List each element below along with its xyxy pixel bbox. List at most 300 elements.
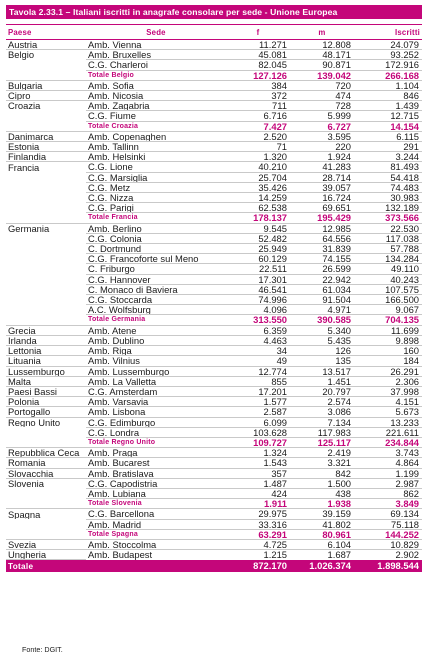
cell-sede: Amb. Berlino — [86, 223, 226, 233]
cell-sede: Totale Slovenia — [86, 499, 226, 509]
cell-f: 60.129 — [226, 254, 290, 264]
cell-f: 7.427 — [226, 121, 290, 131]
cell-m: 80.961 — [290, 529, 354, 539]
table-row — [6, 60, 422, 70]
cell-f: 9.545 — [226, 223, 290, 233]
cell-iscritti: 2.987 — [354, 478, 422, 488]
cell-f: 4.096 — [226, 305, 290, 315]
cell-f: 46.541 — [226, 284, 290, 294]
cell-f: 17.301 — [226, 274, 290, 284]
cell-f: 74.996 — [226, 295, 290, 305]
table-row — [6, 40, 422, 50]
table-row — [6, 458, 422, 468]
cell-paese: Austria — [6, 40, 86, 50]
header-f: f — [226, 25, 290, 40]
cell-paese — [6, 233, 86, 243]
cell-f: 6.716 — [226, 111, 290, 121]
table-row — [6, 80, 422, 90]
cell-m: 28.714 — [290, 172, 354, 182]
cell-sede: Amb. Budapest — [86, 550, 226, 560]
cell-paese — [6, 172, 86, 182]
table-row — [6, 274, 422, 284]
cell-f: 22.511 — [226, 264, 290, 274]
cell-iscritti: 704.135 — [354, 315, 422, 325]
cell-m: 41.283 — [290, 162, 354, 172]
cell-m: 74.155 — [290, 254, 354, 264]
cell-f: 1.487 — [226, 478, 290, 488]
table-row — [6, 417, 422, 427]
table-row — [6, 366, 422, 376]
cell-f: 14.259 — [226, 193, 290, 203]
cell-sede: Amb. Lisbona — [86, 407, 226, 417]
cell-iscritti: 11.699 — [354, 325, 422, 335]
cell-iscritti: 57.788 — [354, 244, 422, 254]
cell-iscritti: 4.151 — [354, 397, 422, 407]
cell-m: 13.517 — [290, 366, 354, 376]
cell-iscritti: 3.244 — [354, 152, 422, 162]
cell-iscritti: 3.849 — [354, 499, 422, 509]
table-row — [6, 407, 422, 417]
cell-paese — [6, 60, 86, 70]
cell-sede: Amb. Vilnius — [86, 356, 226, 366]
cell-m: 91.504 — [290, 295, 354, 305]
table-row — [6, 397, 422, 407]
table-row — [6, 131, 422, 141]
cell-iscritti: 160 — [354, 346, 422, 356]
cell-sede: Amb. Tallinn — [86, 142, 226, 152]
cell-paese: Paesi Bassi — [6, 386, 86, 396]
cell-m: 12.808 — [290, 40, 354, 50]
cell-paese: Irlanda — [6, 335, 86, 345]
cell-paese: Slovenia — [6, 478, 86, 488]
cell-sede: C.G. Charleroi — [86, 60, 226, 70]
cell-f: 71 — [226, 142, 290, 152]
table-row — [6, 172, 422, 182]
cell-sede: Amb. Praga — [86, 448, 226, 458]
cell-paese — [6, 315, 86, 325]
cell-m: 438 — [290, 488, 354, 498]
cell-f: 872.170 — [226, 560, 290, 572]
cell-f: 82.045 — [226, 60, 290, 70]
table-row — [6, 101, 422, 111]
cell-sede: Amb. Lussemburgo — [86, 366, 226, 376]
subtotal-row — [6, 437, 422, 447]
cell-paese — [6, 193, 86, 203]
cell-paese: Cipro — [6, 91, 86, 101]
cell-sede: C.G. Stoccarda — [86, 295, 226, 305]
cell-f: 1.911 — [226, 499, 290, 509]
cell-paese: Malta — [6, 376, 86, 386]
cell-f: 49 — [226, 356, 290, 366]
cell-m: 4.971 — [290, 305, 354, 315]
cell-m: 16.724 — [290, 193, 354, 203]
table-row — [6, 519, 422, 529]
cell-iscritti: 12.715 — [354, 111, 422, 121]
cell-sede: C.G. Parigi — [86, 203, 226, 213]
cell-f: 313.550 — [226, 315, 290, 325]
grand-total-row — [6, 560, 422, 572]
cell-sede: Totale Regno Unito — [86, 437, 226, 447]
table-row — [6, 488, 422, 498]
cell-sede: Amb. Nicosia — [86, 91, 226, 101]
cell-sede: C.G. Capodistria — [86, 478, 226, 488]
cell-paese — [6, 284, 86, 294]
cell-iscritti: 81.493 — [354, 162, 422, 172]
cell-paese — [6, 121, 86, 131]
cell-sede: C.G. Barcellona — [86, 509, 226, 519]
cell-paese: Finlandia — [6, 152, 86, 162]
header-m: m — [290, 25, 354, 40]
cell-paese — [6, 264, 86, 274]
header-iscritti: Iscritti — [354, 25, 422, 40]
cell-paese — [6, 529, 86, 539]
header-row — [6, 25, 422, 40]
cell-iscritti: 107.575 — [354, 284, 422, 294]
cell-sede: Totale Croazia — [86, 121, 226, 131]
cell-iscritti: 184 — [354, 356, 422, 366]
cell-sede: Amb. La Valletta — [86, 376, 226, 386]
cell-iscritti: 862 — [354, 488, 422, 498]
cell-sede: Amb. Dublino — [86, 335, 226, 345]
cell-paese: Svezia — [6, 539, 86, 549]
table-row — [6, 386, 422, 396]
header-sede: Sede — [86, 25, 226, 40]
cell-paese: Romania — [6, 458, 86, 468]
cell-m: 2.419 — [290, 448, 354, 458]
cell-iscritti: 4.864 — [354, 458, 422, 468]
cell-iscritti: 117.038 — [354, 233, 422, 243]
table-row — [6, 254, 422, 264]
subtotal-row — [6, 70, 422, 80]
cell-sede: C.G. Marsiglia — [86, 172, 226, 182]
table-row — [6, 233, 422, 243]
cell-sede: Amb. Helsinki — [86, 152, 226, 162]
cell-iscritti: 37.998 — [354, 386, 422, 396]
cell-m: 39.057 — [290, 182, 354, 192]
cell-f: 45.081 — [226, 50, 290, 60]
table-row — [6, 50, 422, 60]
cell-m: 41.802 — [290, 519, 354, 529]
subtotal-row — [6, 499, 422, 509]
cell-iscritti: 74.483 — [354, 182, 422, 192]
cell-iscritti: 166.500 — [354, 295, 422, 305]
cell-f: 35.426 — [226, 182, 290, 192]
cell-f: 4.463 — [226, 335, 290, 345]
cell-iscritti: 6.115 — [354, 131, 422, 141]
cell-sede: C.G. Fiume — [86, 111, 226, 121]
cell-f: 357 — [226, 468, 290, 478]
cell-paese — [6, 427, 86, 437]
cell-sede: C.G. Edimburgo — [86, 417, 226, 427]
cell-f: 1.577 — [226, 397, 290, 407]
table-row — [6, 193, 422, 203]
cell-f: 29.975 — [226, 509, 290, 519]
cell-m: 6.727 — [290, 121, 354, 131]
cell-iscritti: 1.439 — [354, 101, 422, 111]
cell-m: 1.687 — [290, 550, 354, 560]
cell-m: 720 — [290, 80, 354, 90]
cell-paese: Repubblica Ceca — [6, 448, 86, 458]
cell-paese — [6, 254, 86, 264]
cell-m: 5.435 — [290, 335, 354, 345]
cell-sede: C.G. Lione — [86, 162, 226, 172]
cell-paese: Lettonia — [6, 346, 86, 356]
cell-m: 31.839 — [290, 244, 354, 254]
cell-paese: Estonia — [6, 142, 86, 152]
table-row — [6, 284, 422, 294]
cell-iscritti: 291 — [354, 142, 422, 152]
cell-paese: Portogallo — [6, 407, 86, 417]
cell-iscritti: 75.118 — [354, 519, 422, 529]
cell-paese: Croazia — [6, 101, 86, 111]
table-header — [6, 25, 422, 40]
cell-m: 3.595 — [290, 131, 354, 141]
cell-paese — [6, 305, 86, 315]
cell-m: 20.797 — [290, 386, 354, 396]
cell-m: 139.042 — [290, 70, 354, 80]
cell-f: 711 — [226, 101, 290, 111]
cell-sede: Amb. Stoccolma — [86, 539, 226, 549]
cell-iscritti: 22.530 — [354, 223, 422, 233]
table-title: Tavola 2.33.1 – Italiani iscritti in anagrafe consolare per sede - Unione Europea — [6, 5, 422, 19]
cell-f: 1.324 — [226, 448, 290, 458]
cell-sede: Totale Belgio — [86, 70, 226, 80]
subtotal-row — [6, 213, 422, 223]
cell-paese — [6, 499, 86, 509]
cell-iscritti: 9.067 — [354, 305, 422, 315]
cell-iscritti: 2.306 — [354, 376, 422, 386]
cell-m: 220 — [290, 142, 354, 152]
cell-m: 125.117 — [290, 437, 354, 447]
cell-sede: Amb. Bruxelles — [86, 50, 226, 60]
cell-m: 126 — [290, 346, 354, 356]
cell-sede: C.G. Colonia — [86, 233, 226, 243]
cell-f: 25.949 — [226, 244, 290, 254]
table-row — [6, 142, 422, 152]
cell-sede: C.G. Metz — [86, 182, 226, 192]
cell-iscritti: 144.252 — [354, 529, 422, 539]
cell-sede: Totale Spagna — [86, 529, 226, 539]
cell-m: 64.556 — [290, 233, 354, 243]
cell-f: 178.137 — [226, 213, 290, 223]
table-row — [6, 111, 422, 121]
cell-iscritti: 266.168 — [354, 70, 422, 80]
cell-m: 48.171 — [290, 50, 354, 60]
cell-paese — [6, 203, 86, 213]
cell-iscritti: 24.079 — [354, 40, 422, 50]
cell-m: 474 — [290, 91, 354, 101]
cell-iscritti: 234.844 — [354, 437, 422, 447]
table-row — [6, 478, 422, 488]
subtotal-row — [6, 315, 422, 325]
cell-sede: Amb. Zagabria — [86, 101, 226, 111]
cell-f: 424 — [226, 488, 290, 498]
cell-iscritti: 13.233 — [354, 417, 422, 427]
table-row — [6, 182, 422, 192]
cell-f: 109.727 — [226, 437, 290, 447]
cell-sede: C. Friburgo — [86, 264, 226, 274]
cell-paese: Belgio — [6, 50, 86, 60]
cell-f: 11.271 — [226, 40, 290, 50]
cell-m: 26.599 — [290, 264, 354, 274]
cell-iscritti: 9.898 — [354, 335, 422, 345]
cell-f: 25.704 — [226, 172, 290, 182]
cell-paese — [6, 295, 86, 305]
cell-paese: Grecia — [6, 325, 86, 335]
cell-m: 5.999 — [290, 111, 354, 121]
cell-f: 52.482 — [226, 233, 290, 243]
cell-m: 39.159 — [290, 509, 354, 519]
cell-iscritti: 1.104 — [354, 80, 422, 90]
cell-sede: A.C. Wolfsburg — [86, 305, 226, 315]
cell-paese: Regno Unito — [6, 417, 86, 427]
cell-f: 33.316 — [226, 519, 290, 529]
cell-m: 90.871 — [290, 60, 354, 70]
table-row — [6, 468, 422, 478]
cell-paese: Slovacchia — [6, 468, 86, 478]
cell-f: 17.201 — [226, 386, 290, 396]
cell-f: 34 — [226, 346, 290, 356]
cell-paese: Danimarca — [6, 131, 86, 141]
table-row — [6, 539, 422, 549]
cell-iscritti: 221.611 — [354, 427, 422, 437]
cell-paese — [6, 488, 86, 498]
cell-f: 6.099 — [226, 417, 290, 427]
cell-f: 855 — [226, 376, 290, 386]
cell-f: 4.725 — [226, 539, 290, 549]
cell-sede: C.G. Londra — [86, 427, 226, 437]
cell-paese: Ungheria — [6, 550, 86, 560]
cell-f: 6.359 — [226, 325, 290, 335]
cell-m: 842 — [290, 468, 354, 478]
cell-m: 3.321 — [290, 458, 354, 468]
header-paese: Paese — [6, 25, 86, 40]
cell-m: 5.340 — [290, 325, 354, 335]
cell-paese — [6, 111, 86, 121]
cell-iscritti: 5.673 — [354, 407, 422, 417]
table-row — [6, 427, 422, 437]
cell-paese — [6, 437, 86, 447]
cell-m: 390.585 — [290, 315, 354, 325]
cell-f: 63.291 — [226, 529, 290, 539]
cell-sede: C.G. Francoforte sul Meno — [86, 254, 226, 264]
cell-m: 12.985 — [290, 223, 354, 233]
cell-f: 2.587 — [226, 407, 290, 417]
cell-m: 195.429 — [290, 213, 354, 223]
cell-iscritti: 14.154 — [354, 121, 422, 131]
cell-iscritti: 373.566 — [354, 213, 422, 223]
cell-iscritti: 93.252 — [354, 50, 422, 60]
cell-iscritti: 1.199 — [354, 468, 422, 478]
cell-f: 1.320 — [226, 152, 290, 162]
cell-m: 1.500 — [290, 478, 354, 488]
cell-m: 1.026.374 — [290, 560, 354, 572]
source-note: Fonte: DGIT. — [22, 645, 63, 654]
cell-f: 62.538 — [226, 203, 290, 213]
cell-iscritti: 2.902 — [354, 550, 422, 560]
cell-f: 127.126 — [226, 70, 290, 80]
cell-iscritti: 40.243 — [354, 274, 422, 284]
cell-f: 1.215 — [226, 550, 290, 560]
cell-sede: Amb. Riga — [86, 346, 226, 356]
cell-paese — [6, 182, 86, 192]
cell-iscritti: 132.189 — [354, 203, 422, 213]
cell-paese — [6, 519, 86, 529]
cell-m: 117.983 — [290, 427, 354, 437]
cell-iscritti: 172.916 — [354, 60, 422, 70]
cell-paese: Totale — [6, 560, 86, 572]
cell-iscritti: 134.284 — [354, 254, 422, 264]
cell-paese: Polonia — [6, 397, 86, 407]
table-row — [6, 509, 422, 519]
table-row — [6, 244, 422, 254]
cell-iscritti: 30.983 — [354, 193, 422, 203]
cell-sede: Amb. Vienna — [86, 40, 226, 50]
cell-f: 372 — [226, 91, 290, 101]
cell-sede: Amb. Varsavia — [86, 397, 226, 407]
table-row — [6, 162, 422, 172]
cell-paese: Bulgaria — [6, 80, 86, 90]
cell-paese — [6, 213, 86, 223]
cell-iscritti: 26.291 — [354, 366, 422, 376]
cell-iscritti: 3.743 — [354, 448, 422, 458]
cell-sede: Amb. Bratislava — [86, 468, 226, 478]
cell-sede — [86, 560, 226, 572]
cell-sede: Amb. Bucarest — [86, 458, 226, 468]
table-row — [6, 325, 422, 335]
table-body — [6, 40, 422, 572]
cell-m: 7.134 — [290, 417, 354, 427]
cell-paese: Lituania — [6, 356, 86, 366]
table-row — [6, 203, 422, 213]
table-row — [6, 335, 422, 345]
cell-paese — [6, 244, 86, 254]
table-row — [6, 550, 422, 560]
cell-m: 61.034 — [290, 284, 354, 294]
table-row — [6, 264, 422, 274]
cell-iscritti: 69.134 — [354, 509, 422, 519]
table-row — [6, 305, 422, 315]
cell-iscritti: 10.829 — [354, 539, 422, 549]
subtotal-row — [6, 529, 422, 539]
cell-sede: C.G. Hannover — [86, 274, 226, 284]
table-row — [6, 346, 422, 356]
cell-paese: Germania — [6, 223, 86, 233]
table-row — [6, 152, 422, 162]
cell-m: 1.451 — [290, 376, 354, 386]
cell-m: 1.924 — [290, 152, 354, 162]
table-row — [6, 356, 422, 366]
cell-m: 6.104 — [290, 539, 354, 549]
cell-f: 40.210 — [226, 162, 290, 172]
cell-sede: Amb. Lubiana — [86, 488, 226, 498]
cell-sede: C.G. Amsterdam — [86, 386, 226, 396]
cell-sede: C.G. Nizza — [86, 193, 226, 203]
cell-m: 69.651 — [290, 203, 354, 213]
cell-sede: Totale Francia — [86, 213, 226, 223]
cell-iscritti: 1.898.544 — [354, 560, 422, 572]
iscritti-table — [6, 24, 422, 572]
cell-m: 3.086 — [290, 407, 354, 417]
cell-paese: Lussemburgo — [6, 366, 86, 376]
cell-paese: Spagna — [6, 509, 86, 519]
cell-f: 1.543 — [226, 458, 290, 468]
cell-sede: Amb. Sofia — [86, 80, 226, 90]
cell-iscritti: 54.418 — [354, 172, 422, 182]
cell-sede: C. Dortmund — [86, 244, 226, 254]
cell-m: 22.942 — [290, 274, 354, 284]
cell-f: 2.520 — [226, 131, 290, 141]
